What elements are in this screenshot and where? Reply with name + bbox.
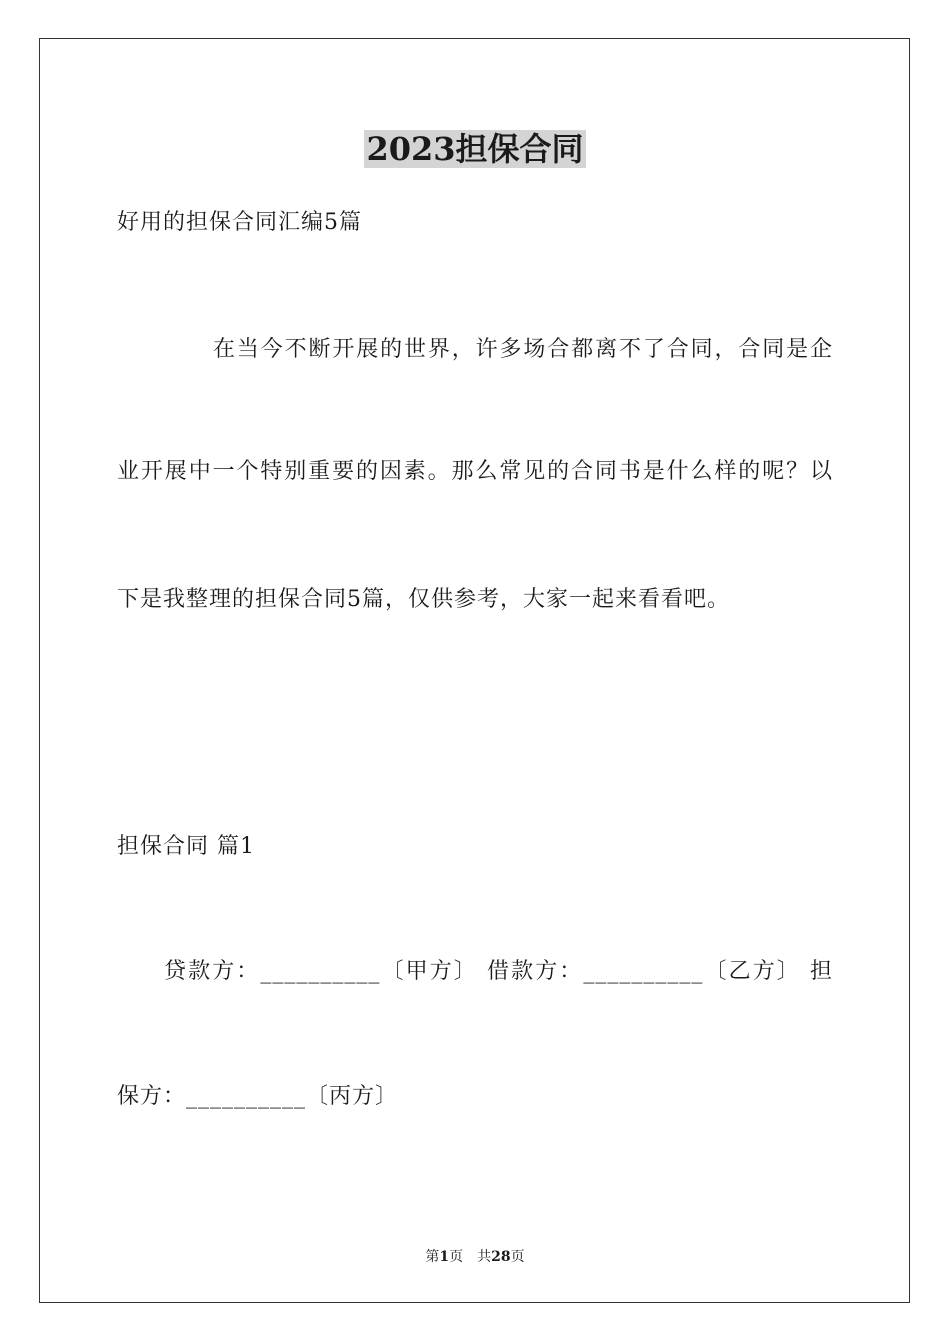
footer-total-suffix: 页	[510, 1249, 525, 1265]
parties-line-2: 保方：__________〔丙方〕	[117, 1084, 399, 1109]
intro-line-2: 业开展中一个特别重要的因素。那么常见的合同书是什么样的呢？以	[117, 459, 833, 484]
intro-line-1: 在当今不断开展的世界，许多场合都离不了合同，合同是企	[213, 337, 833, 362]
section-heading: 担保合同 篇1	[117, 834, 255, 859]
parties-line-1: 贷款方：__________〔甲方〕 借款方：__________〔乙方〕 担	[164, 959, 833, 984]
page-footer	[0, 1247, 950, 1267]
document-title-text: 2023担保合同	[366, 130, 584, 168]
footer-total-prefix: 共	[477, 1249, 492, 1265]
footer-total-pages: 28	[491, 1249, 511, 1265]
intro-line-3: 下是我整理的担保合同5篇，仅供参考，大家一起来看看吧。	[117, 587, 730, 612]
document-title	[0, 128, 950, 170]
document-subtitle: 好用的担保合同汇编5篇	[117, 210, 362, 235]
footer-page-prefix: 第	[425, 1249, 440, 1265]
footer-page-number: 1	[439, 1249, 450, 1265]
footer-page-suffix: 页	[449, 1249, 464, 1265]
